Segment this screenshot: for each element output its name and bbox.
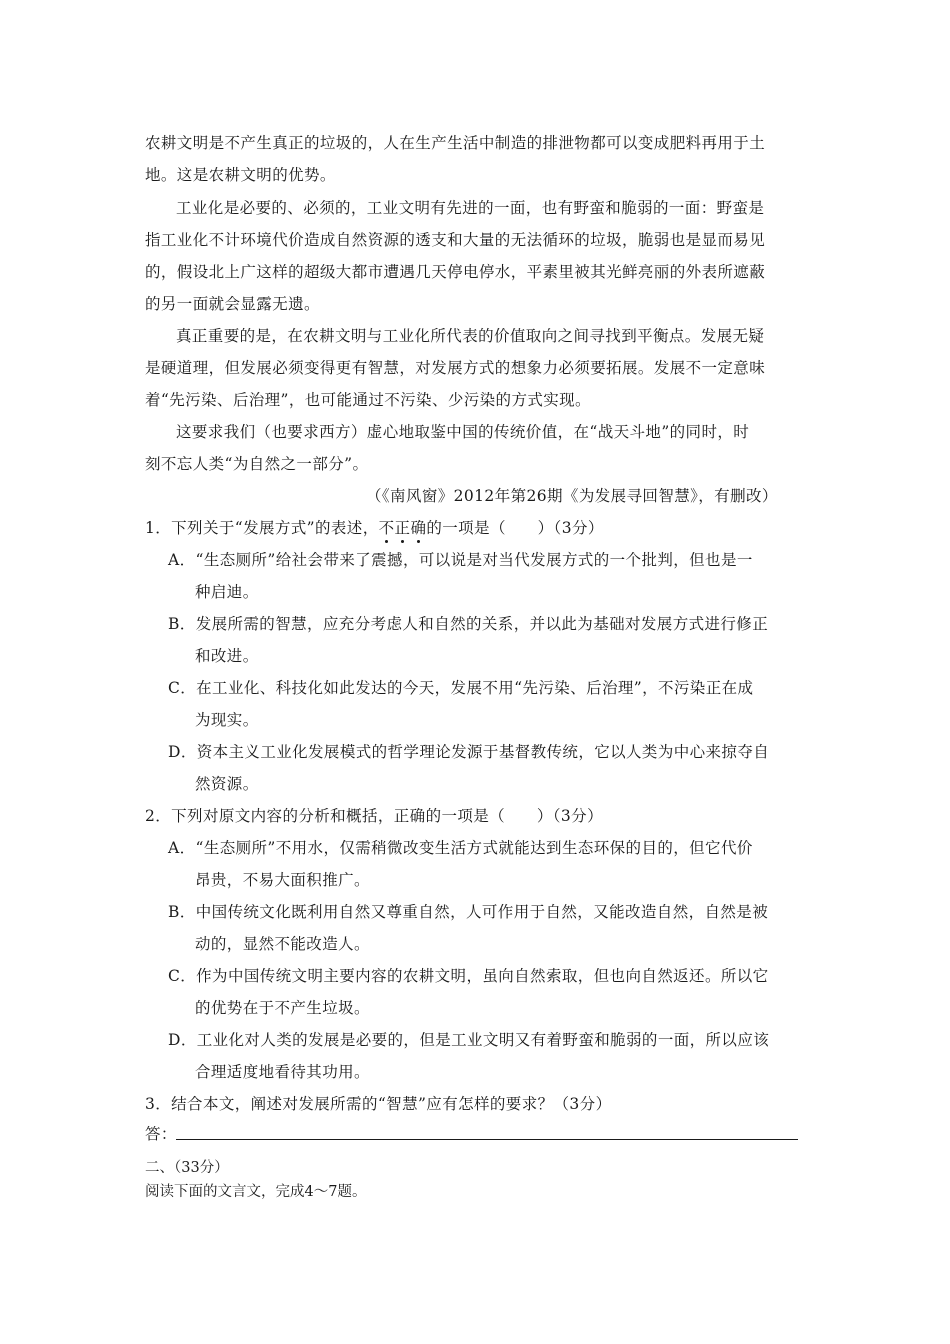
question-1-stem: [145, 518, 604, 538]
q2-option-d-cont: 合理适度地看待其功用。: [195, 1063, 370, 1081]
question-2-stem: 2．下列对原文内容的分析和概括，正确的一项是（ ）（3分）: [145, 807, 603, 825]
question-1-stem-text: 1．下列关于“发展方式”的表述，: [145, 519, 379, 537]
answer-label: 答：: [145, 1125, 177, 1143]
answer-line[interactable]: [176, 1139, 798, 1140]
question-3-stem: 3．结合本文，阐述对发展所需的“智慧”应有怎样的要求？（3分）: [145, 1095, 612, 1113]
q1-option-d: D．资本主义工业化发展模式的哲学理论发源于基督教传统，它以人类为中心来掠夺自: [168, 743, 770, 761]
passage-line: 着“先污染、后治理”，也可能通过不污染、少污染的方式实现。: [145, 391, 591, 409]
passage-line: 地。这是农耕文明的优势。: [145, 166, 336, 184]
section-heading: 二、（33分）: [145, 1160, 229, 1176]
passage-line: 这要求我们（也要求西方）虚心地取鉴中国的传统价值，在“战天斗地”的同时，时: [176, 423, 750, 441]
q1-option-b-cont: 和改进。: [195, 647, 259, 665]
q1-option-a: A．“生态厕所”给社会带来了震撼，可以说是对当代发展方式的一个批判，但也是一: [168, 551, 753, 569]
q1-option-b: B．发展所需的智慧，应充分考虑人和自然的关系，并以此为基础对发展方式进行修正: [168, 615, 769, 633]
q2-option-c: C．作为中国传统文明主要内容的农耕文明，虽向自然索取，但也向自然返还。所以它: [168, 967, 769, 985]
passage-line: 是硬道理，但发展必须变得更有智慧，对发展方式的想象力必须要拓展。发展不一定意味: [145, 359, 766, 377]
q2-option-b: B．中国传统文化既利用自然又尊重自然，人可作用于自然，又能改造自然，自然是被: [168, 903, 769, 921]
q1-option-c-cont: 为现实。: [195, 711, 259, 729]
passage-line: 的另一面就会显露无遗。: [145, 295, 320, 313]
q2-option-b-cont: 动的，显然不能改造人。: [195, 935, 370, 953]
q2-option-a: A．“生态厕所”不用水，仅需稍微改变生活方式就能达到生态环保的目的，但它代价: [168, 839, 753, 857]
question-1-stem-text: 的一项是（ ）（3分）: [426, 519, 604, 537]
q1-option-c: C．在工业化、科技化如此发达的今天，发展不用“先污染、后治理”，不污染正在成: [168, 679, 754, 697]
passage-line: 农耕文明是不产生真正的垃圾的，人在生产生活中制造的排泄物都可以变成肥料再用于土: [145, 134, 766, 152]
q2-option-d: D．工业化对人类的发展是必要的，但是工业文明又有着野蛮和脆弱的一面，所以应该: [168, 1031, 770, 1049]
emphasis-char: 确: [410, 519, 427, 537]
passage-line: 刻不忘人类“为自然之一部分”。: [145, 455, 369, 473]
passage-line: 工业化是必要的、必须的，工业文明有先进的一面，也有野蛮和脆弱的一面：野蛮是: [176, 199, 765, 217]
q1-option-a-cont: 种启迪。: [195, 583, 259, 601]
passage-line: 的，假设北上广这样的超级大都市遭遇几天停电停水，平素里被其光鲜亮丽的外表所遮蔽: [145, 263, 766, 281]
passage-line: 指工业化不计环境代价造成自然资源的透支和大量的无法循环的垃圾，脆弱也是显而易见: [145, 231, 766, 249]
passage-line: 真正重要的是，在农耕文明与工业化所代表的价值取向之间寻找到平衡点。发展无疑: [176, 327, 765, 345]
q2-option-c-cont: 的优势在于不产生垃圾。: [195, 999, 370, 1017]
emphasis-char: 不: [378, 519, 395, 537]
section-instruction: 阅读下面的文言文，完成4～7题。: [145, 1184, 367, 1200]
passage-source: （《南风窗》2012年第26期《为发展寻回智慧》，有删改）: [366, 487, 778, 505]
emphasis-char: 正: [394, 519, 411, 537]
q2-option-a-cont: 昂贵，不易大面积推广。: [195, 871, 370, 889]
q1-option-d-cont: 然资源。: [195, 775, 259, 793]
